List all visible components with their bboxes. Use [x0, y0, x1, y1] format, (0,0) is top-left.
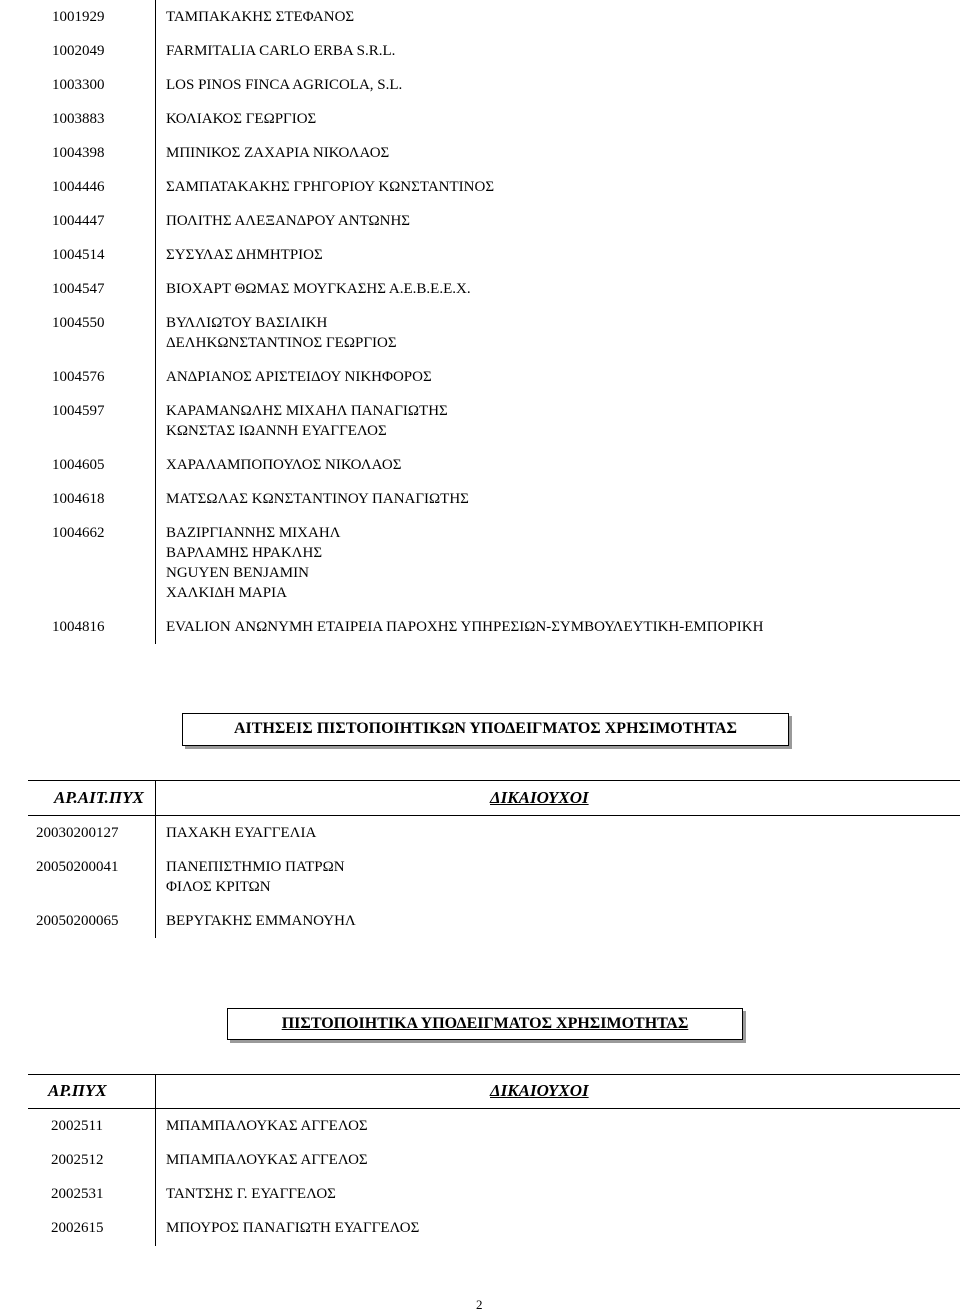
- holder-name: ΦΙΛΟΣ ΚΡΙΤΩΝ: [166, 879, 271, 895]
- application-number: 20030200127: [36, 825, 119, 841]
- patent-number: 1004550: [52, 315, 105, 331]
- patent-number: 1003300: [52, 77, 105, 93]
- holder-name: ΤΑΜΠΑΚΑΚΗΣ ΣΤΕΦΑΝΟΣ: [166, 9, 355, 25]
- patent-number: 1004597: [52, 403, 105, 419]
- table-header-rule: [28, 1108, 960, 1109]
- holder-name: ΚΟΛΙΑΚΟΣ ΓΕΩΡΓΙΟΣ: [166, 111, 317, 127]
- section-banner-applications: ΑΙΤΗΣΕΙΣ ΠΙΣΤΟΠΟΙΗΤΙΚΩΝ ΥΠΟΔΕΙΓΜΑΤΟΣ ΧΡΗΣΙΜΟΤΗΤΑΣ: [182, 713, 789, 746]
- patent-number: 1004618: [52, 491, 105, 507]
- holder-name: ΜΠΙΝΙΚΟΣ ΖΑΧΑΡΙΑ ΝΙΚΟΛΑΟΣ: [166, 145, 390, 161]
- holder-name: ΜΑΤΣΩΛΑΣ ΚΩΝΣΤΑΝΤΙΝΟΥ ΠΑΝΑΓΙΩΤΗΣ: [166, 491, 469, 507]
- holder-name: ΜΠΟΥΡΟΣ ΠΑΝΑΓΙΩΤΗ ΕΥΑΓΓΕΛΟΣ: [166, 1220, 420, 1236]
- holder-name: ΣΑΜΠΑΤΑΚΑΚΗΣ ΓΡΗΓΟΡΙΟΥ ΚΩΝΣΤΑΝΤΙΝΟΣ: [166, 179, 495, 195]
- application-number: 20050200065: [36, 913, 119, 929]
- holder-name: ΒΕΡΥΓΑΚΗΣ ΕΜΜΑΝΟΥΗΛ: [166, 913, 356, 929]
- holder-name: ΑΝΔΡΙΑΝΟΣ ΑΡΙΣΤΕΙΔΟΥ ΝΙΚΗΦΟΡΟΣ: [166, 369, 432, 385]
- holder-name: NGUYEN BENJAMIN: [166, 565, 309, 581]
- certificate-number: 2002615: [51, 1220, 104, 1236]
- table-top-rule: [28, 780, 960, 781]
- holder-name: ΠΟΛΙΤΗΣ ΑΛΕΞΑΝΔΡΟΥ ΑΝΤΩΝΗΣ: [166, 213, 411, 229]
- holder-name: ΚΩΝΣΤΑΣ ΙΩΑΝΝΗ ΕΥΑΓΓΕΛΟΣ: [166, 423, 387, 439]
- holder-name: ΒΑΖΙΡΓΙΑΝΝΗΣ ΜΙΧΑΗΛ: [166, 525, 341, 541]
- patent-number: 1004514: [52, 247, 105, 263]
- section-banner-certificates: ΠΙΣΤΟΠΟΙΗΤΙΚΑ ΥΠΟΔΕΙΓΜΑΤΟΣ ΧΡΗΣΙΜΟΤΗΤΑΣ: [227, 1008, 743, 1040]
- holder-name: ΠΑΝΕΠΙΣΤΗΜΙΟ ΠΑΤΡΩΝ: [166, 859, 345, 875]
- patent-number: 1004576: [52, 369, 105, 385]
- patent-number: 1003883: [52, 111, 105, 127]
- column-divider: [155, 0, 156, 644]
- holder-name: ΧΑΛΚΙΔΗ ΜΑΡΙΑ: [166, 585, 287, 601]
- holder-name: ΒΙΟΧΑΡΤ ΘΩΜΑΣ ΜΟΥΓΚΑΣΗΣ Α.Ε.Β.Ε.Ε.Χ.: [166, 281, 471, 297]
- patent-number: 1004662: [52, 525, 105, 541]
- holder-name: ΤΑΝΤΣΗΣ Γ. ΕΥΑΓΓΕΛΟΣ: [166, 1186, 336, 1202]
- certificate-number: 2002511: [51, 1118, 103, 1134]
- column-header-number: ΑΡ.ΑΙΤ.ΠΥΧ: [54, 788, 144, 807]
- column-divider: [155, 1074, 156, 1246]
- patent-number: 1004446: [52, 179, 105, 195]
- certificate-number: 2002512: [51, 1152, 104, 1168]
- page-number: 2: [476, 1297, 483, 1312]
- holder-name: FARMITALIA CARLO ERBA S.R.L.: [166, 43, 396, 59]
- holder-name: LOS PINOS FINCA AGRICOLA, S.L.: [166, 77, 403, 93]
- patent-number: 1002049: [52, 43, 105, 59]
- column-header-number: ΑΡ.ΠΥΧ: [48, 1081, 107, 1100]
- patent-number: 1004447: [52, 213, 105, 229]
- patent-number: 1004547: [52, 281, 105, 297]
- holder-name: ΒΥΛΛΙΩΤΟΥ ΒΑΣΙΛΙΚΗ: [166, 315, 328, 331]
- column-header-holders: ΔΙΚΑΙΟΥΧΟΙ: [490, 1081, 589, 1100]
- table-header-rule: [28, 815, 960, 816]
- patent-number: 1004398: [52, 145, 105, 161]
- holder-name: EVALION ΑΝΩΝΥΜΗ ΕΤΑΙΡΕΙΑ ΠΑΡΟΧΗΣ ΥΠΗΡΕΣΙΩΝ-ΣΥΜΒΟΥΛΕΥΤΙΚΗ-ΕΜΠΟΡΙΚΗ: [166, 619, 764, 635]
- application-number: 20050200041: [36, 859, 119, 875]
- patent-number: 1004816: [52, 619, 105, 635]
- holder-name: ΚΑΡΑΜΑΝΩΛΗΣ ΜΙΧΑΗΛ ΠΑΝΑΓΙΩΤΗΣ: [166, 403, 448, 419]
- patent-number: 1004605: [52, 457, 105, 473]
- column-divider: [155, 780, 156, 938]
- holder-name: ΧΑΡΑΛΑΜΠΟΠΟΥΛΟΣ ΝΙΚΟΛΑΟΣ: [166, 457, 402, 473]
- holder-name: ΠΑΧΑΚΗ ΕΥΑΓΓΕΛΙΑ: [166, 825, 317, 841]
- holder-name: ΔΕΛΗΚΩΝΣΤΑΝΤΙΝΟΣ ΓΕΩΡΓΙΟΣ: [166, 335, 397, 351]
- table-top-rule: [28, 1074, 960, 1075]
- column-header-holders: ΔΙΚΑΙΟΥΧΟΙ: [490, 788, 589, 807]
- holder-name: ΜΠΑΜΠΑΛΟΥΚΑΣ ΑΓΓΕΛΟΣ: [166, 1118, 368, 1134]
- certificate-number: 2002531: [51, 1186, 104, 1202]
- holder-name: ΜΠΑΜΠΑΛΟΥΚΑΣ ΑΓΓΕΛΟΣ: [166, 1152, 368, 1168]
- patent-number: 1001929: [52, 9, 105, 25]
- holder-name: ΒΑΡΛΑΜΗΣ ΗΡΑΚΛΗΣ: [166, 545, 323, 561]
- holder-name: ΣΥΣΥΛΑΣ ΔΗΜΗΤΡΙΟΣ: [166, 247, 323, 263]
